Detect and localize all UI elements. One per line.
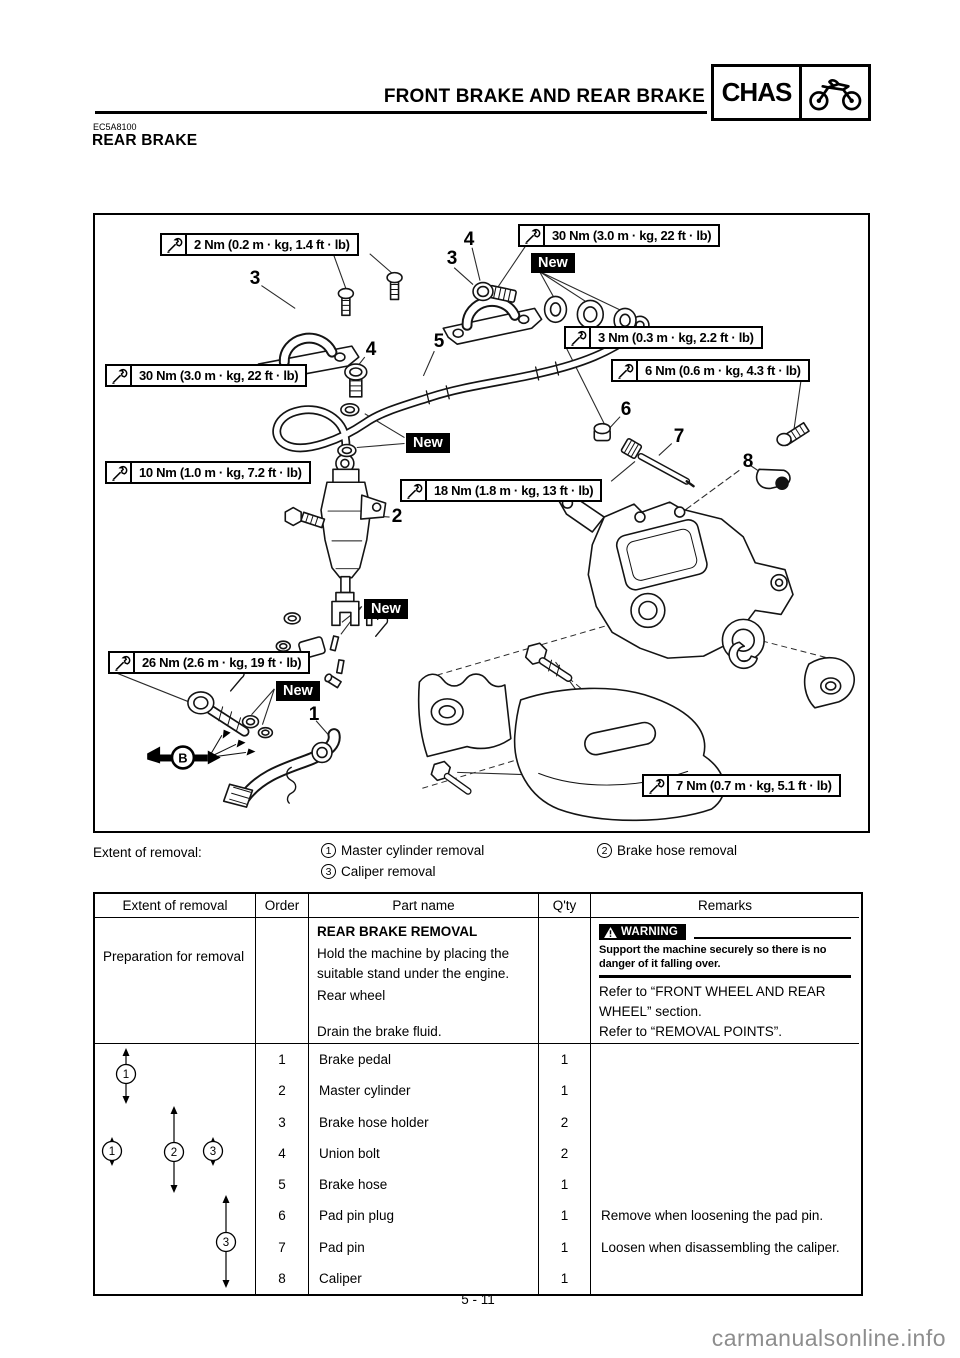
- chapter-tab: [711, 64, 871, 121]
- holder-screws: [338, 273, 402, 316]
- qty-value: 1: [560, 1052, 569, 1068]
- grease-letter: B: [178, 750, 188, 766]
- grease-mark: [147, 730, 255, 769]
- remark: [591, 1138, 859, 1169]
- new-tag: New: [531, 253, 575, 273]
- wrench-icon: [107, 366, 132, 385]
- new-tag: New: [276, 681, 320, 701]
- page-number: 5 - 11: [461, 1292, 495, 1307]
- extent-marker: 3: [209, 1146, 217, 1158]
- torque-label-master-cylinder: 10 Nm (1.0 m · kg, 7.2 ft · lb): [105, 461, 311, 484]
- extent-item-text: Master cylinder removal: [341, 843, 485, 858]
- wrench-icon: [613, 361, 638, 380]
- prep-partname-cell: [309, 918, 539, 1044]
- part-callout: 6: [620, 399, 632, 420]
- col-header-order: Order: [256, 894, 309, 918]
- pad-pin-plug: [594, 424, 610, 441]
- qty-value: 2: [560, 1114, 569, 1130]
- part-name: Brake hose holder: [319, 1114, 429, 1130]
- extent-item-text: Brake hose removal: [617, 843, 738, 858]
- wrench-icon: [644, 776, 669, 795]
- col-header-extent: Extent of removal: [95, 894, 256, 918]
- order-value: 1: [278, 1052, 286, 1068]
- col-header-remarks: Remarks: [591, 894, 859, 918]
- part-name: Brake hose: [319, 1177, 388, 1193]
- caliper-body: [559, 494, 793, 661]
- extent-markers-diagram: [95, 1044, 254, 1291]
- wrench-icon: [402, 481, 427, 500]
- prep-extent-cell: Preparation for removal: [95, 918, 256, 1044]
- remarks-column: [591, 1044, 859, 1294]
- part-callout: 4: [463, 229, 475, 250]
- part-name: Caliper: [319, 1270, 362, 1286]
- warning-text: Support the machine securely so there is no danger of it falling over.: [599, 944, 827, 970]
- extent-item-2: [597, 843, 737, 858]
- qty-value: 1: [560, 1270, 569, 1286]
- torque-label-bleed-screw: 6 Nm (0.6 m · kg, 4.3 ft · lb): [611, 359, 810, 382]
- prep-remarks-cell: [591, 918, 859, 1044]
- extent-marker: 1: [108, 1146, 116, 1158]
- part-callout: 3: [249, 268, 261, 289]
- bleed-screw: [757, 423, 809, 489]
- extent-of-removal-line: [93, 843, 873, 889]
- circled-number: 1: [321, 843, 336, 858]
- torque-label-union-lower: 30 Nm (3.0 m · kg, 22 ft · lb): [105, 364, 307, 387]
- torque-label-union-upper: 30 Nm (3.0 m · kg, 22 ft · lb): [518, 224, 720, 247]
- order-value: 7: [278, 1239, 286, 1255]
- torque-label-pad-pin-plug: 3 Nm (0.3 m · kg, 2.2 ft · lb): [564, 326, 763, 349]
- wrench-icon: [520, 226, 545, 245]
- col-header-qty: Q'ty: [539, 894, 591, 918]
- part-name: Pad pin: [319, 1239, 365, 1255]
- extent-item-1: [321, 843, 484, 858]
- qty-value: 1: [560, 1239, 569, 1255]
- remark: [591, 1169, 859, 1200]
- part-callout: 4: [365, 339, 377, 360]
- pedal-pivot-bolt: [188, 667, 272, 738]
- parts-diagram: [93, 213, 870, 833]
- part-name-column: [309, 1044, 539, 1294]
- remark: [591, 1075, 859, 1106]
- part-name: Brake pedal: [319, 1052, 392, 1068]
- prep-rear-wheel: Rear wheel: [317, 988, 386, 1003]
- part-name: Pad pin plug: [319, 1208, 395, 1224]
- wrench-icon: [107, 463, 132, 482]
- prep-title: REAR BRAKE REMOVAL: [317, 924, 478, 939]
- order-value: 4: [278, 1145, 286, 1161]
- extent-label: Extent of removal:: [93, 845, 202, 860]
- warning-rule: [694, 937, 851, 940]
- remark: Loosen when disassembling the caliper.: [601, 1239, 840, 1255]
- new-tag: New: [364, 599, 408, 619]
- part-name: Union bolt: [319, 1145, 380, 1161]
- part-callout: 8: [742, 451, 754, 472]
- warning-bottom-rule: [599, 975, 851, 978]
- rear-wheel-remark: Refer to “FRONT WHEEL AND REAR WHEEL” section.: [599, 983, 826, 1019]
- part-callout: 5: [433, 331, 445, 352]
- qty-value: 1: [560, 1177, 569, 1193]
- order-value: 2: [278, 1083, 286, 1099]
- wrench-icon: [162, 235, 187, 254]
- doc-code: EC5A8100: [93, 122, 137, 132]
- prep-hold-line: Hold the machine by placing the suitable stand under the engine.: [317, 946, 510, 981]
- page-title: FRONT BRAKE AND REAR BRAKE: [383, 86, 705, 107]
- remark: [591, 1044, 859, 1075]
- warning-badge: [599, 924, 686, 940]
- remark: [591, 1263, 859, 1294]
- torque-label-hose-holder: 2 Nm (0.2 m · kg, 1.4 ft · lb): [160, 233, 359, 256]
- circled-number: 3: [321, 864, 336, 879]
- prep-qty-cell: [539, 918, 591, 1044]
- qty-value: 1: [560, 1208, 569, 1224]
- extent-marker: 3: [222, 1237, 230, 1249]
- part-callout: 1: [308, 704, 320, 725]
- torque-label-pedal-pivot: 26 Nm (2.6 m · kg, 19 ft · lb): [108, 651, 310, 674]
- watermark: carmanualsonline.info: [711, 1325, 946, 1351]
- part-callout: 3: [446, 248, 458, 269]
- order-value: 3: [278, 1114, 286, 1130]
- qty-value: 1: [560, 1083, 569, 1099]
- wrench-icon: [110, 653, 135, 672]
- order-column: [256, 1044, 309, 1294]
- warning-label: WARNING: [621, 926, 678, 938]
- circled-number: 2: [597, 843, 612, 858]
- prep-drain: Drain the brake fluid.: [317, 1024, 442, 1039]
- torque-label-protector: 7 Nm (0.7 m · kg, 5.1 ft · lb): [642, 774, 841, 797]
- prep-order-cell: [256, 918, 309, 1044]
- part-callout: 2: [391, 506, 403, 527]
- removal-table: [93, 892, 863, 1296]
- exploded-view-art: [95, 215, 868, 831]
- wrench-icon: [566, 328, 591, 347]
- title-rule: [95, 111, 707, 114]
- warning-triangle-icon: [604, 927, 617, 938]
- order-value: 8: [278, 1270, 286, 1286]
- qty-column: [539, 1044, 591, 1294]
- qty-value: 2: [560, 1145, 569, 1161]
- motorcycle-icon: [802, 67, 868, 118]
- drain-remark: Refer to “REMOVAL POINTS”.: [599, 1023, 783, 1039]
- order-value: 5: [278, 1177, 286, 1193]
- remark: [591, 1107, 859, 1138]
- extent-marker: 2: [170, 1147, 178, 1159]
- section-heading: REAR BRAKE: [92, 132, 198, 149]
- new-tag: New: [406, 433, 450, 453]
- col-header-part-name: Part name: [309, 894, 539, 918]
- order-value: 6: [278, 1208, 286, 1224]
- extent-marker: 1: [122, 1069, 130, 1081]
- remark: Remove when loosening the pad pin.: [601, 1208, 824, 1224]
- chapter-code: CHAS: [714, 67, 802, 118]
- part-callout: 7: [673, 426, 685, 447]
- extent-markers-cell: [95, 1044, 256, 1294]
- torque-label-pad-pin: 18 Nm (1.8 m · kg, 13 ft · lb): [400, 479, 602, 502]
- extent-item-3: [321, 864, 436, 879]
- part-name: Master cylinder: [319, 1083, 411, 1099]
- brake-pedal: [224, 735, 335, 808]
- hose-holder-right: [443, 301, 541, 344]
- extent-item-text: Caliper removal: [341, 864, 436, 879]
- warning-header: [599, 924, 851, 940]
